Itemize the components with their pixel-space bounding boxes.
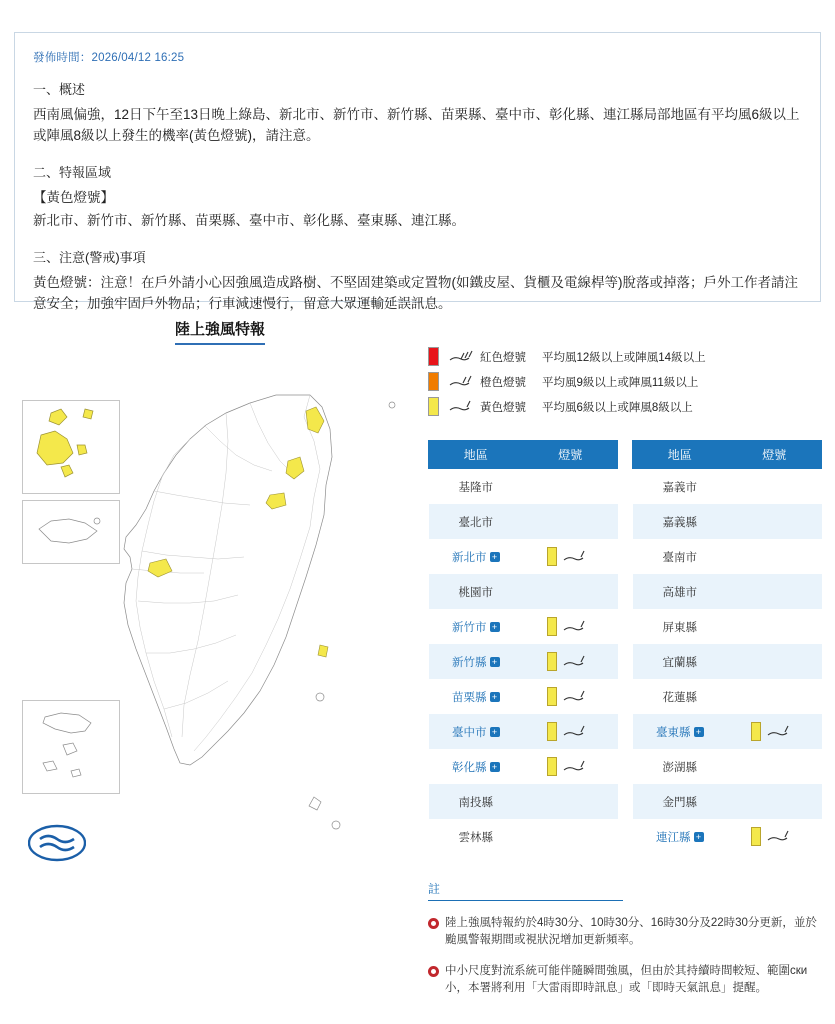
region-name-cell: [633, 609, 728, 644]
matsu-inset-map: [22, 500, 120, 564]
region-signal-tables: [428, 440, 822, 854]
table-row[interactable]: [429, 644, 618, 679]
legend: [428, 344, 828, 419]
signal-indicator: [728, 827, 820, 846]
cwa-logo-icon: [28, 823, 86, 863]
signal-color-bar: [547, 547, 557, 566]
table-row: [633, 749, 822, 784]
table-row: [633, 539, 822, 574]
table-header-row-right: [633, 441, 822, 469]
wind-barb-icon: [562, 689, 588, 705]
col-header-signal-right: 燈號: [727, 441, 821, 469]
region-name-cell: [633, 679, 728, 714]
section-2-heading: 二、特報區域: [33, 165, 112, 180]
signal-cell: [727, 819, 821, 854]
region-label: 雲林縣: [458, 831, 494, 844]
signal-cell: [727, 539, 821, 574]
signal-cell: [523, 539, 617, 574]
region-name-cell: [633, 784, 728, 819]
region-link[interactable]: 臺中市: [452, 726, 487, 739]
region-label: 嘉義市: [662, 481, 698, 494]
expand-plus-icon[interactable]: +: [490, 692, 500, 702]
wind-barb-icon-yellow: [448, 399, 474, 415]
signal-cell: [727, 644, 821, 679]
signal-cell: [727, 714, 821, 749]
region-name-cell: [429, 819, 524, 854]
signal-color-bar: [547, 722, 557, 741]
signal-color-bar: [547, 617, 557, 636]
region-name-cell[interactable]: [429, 539, 524, 574]
table-row: [633, 469, 822, 505]
wind-barb-icon-red: [448, 349, 474, 365]
table-row: [429, 784, 618, 819]
legend-name-red: 紅色燈號: [480, 351, 526, 364]
region-name-cell[interactable]: [633, 819, 728, 854]
legend-swatch-orange: [428, 372, 439, 391]
region-name-cell[interactable]: [429, 749, 524, 784]
table-row[interactable]: [633, 714, 822, 749]
section-1-heading: 一、概述: [33, 82, 86, 97]
region-name-cell: [633, 539, 728, 574]
signal-cell: [727, 749, 821, 784]
region-label: 基隆市: [458, 481, 494, 494]
region-label: 桃園市: [458, 586, 494, 599]
col-header-region-right: 地區: [633, 441, 728, 469]
wind-barb-icon: [766, 829, 792, 845]
table-row[interactable]: [633, 819, 822, 854]
region-name-cell: [429, 504, 524, 539]
region-name-cell: [429, 469, 524, 505]
expand-plus-icon[interactable]: +: [694, 832, 704, 842]
signal-color-bar: [751, 827, 761, 846]
legend-row-orange: [428, 369, 828, 394]
signal-cell: [523, 574, 617, 609]
region-name-cell[interactable]: [633, 714, 728, 749]
table-row[interactable]: [429, 679, 618, 714]
col-header-region-left: 地區: [429, 441, 524, 469]
region-table-right: [632, 440, 822, 854]
signal-color-bar: [547, 687, 557, 706]
region-name-cell: [633, 749, 728, 784]
region-label: 臺北市: [458, 516, 494, 529]
signal-cell: [523, 679, 617, 714]
signal-cell: [727, 679, 821, 714]
table-row: [633, 609, 822, 644]
region-label: 宜蘭縣: [662, 656, 698, 669]
table-row: [633, 504, 822, 539]
region-name-cell: [633, 644, 728, 679]
note-text-2: 中小尺度對流系統可能伴隨瞬間強風，但由於其持續時間較短、範圍ски小，本署將利用「大雷雨即時訊息」或「即時天氣訊息」提醒。: [445, 965, 808, 994]
signal-cell: [727, 784, 821, 819]
note-item-1: [428, 915, 828, 949]
signal-cell: [727, 574, 821, 609]
table-row[interactable]: [429, 539, 618, 574]
section-1-body: 西南風偏強，12日下午至13日晚上綠島、新北市、新竹市、新竹縣、苗栗縣、臺中市、彰化縣、連江縣局部地區有平均風6級以上或陣風8級以上發生的機率(黃色燈號)，請注意。: [33, 107, 800, 143]
kinmen-inset-map: [22, 700, 120, 794]
legend-name-yellow: 黃色燈號: [480, 401, 526, 414]
expand-plus-icon[interactable]: +: [490, 727, 500, 737]
legend-desc-orange: 平均風9級以上或陣風11級以上: [542, 376, 699, 389]
signal-color-bar: [547, 652, 557, 671]
table-row: [429, 819, 618, 854]
signal-color-bar: [547, 757, 557, 776]
table-row: [633, 574, 822, 609]
region-name-cell: [633, 504, 728, 539]
expand-plus-icon[interactable]: +: [490, 762, 500, 772]
wind-barb-icon: [562, 759, 588, 775]
table-row: [633, 784, 822, 819]
region-name-cell: [633, 469, 728, 505]
section-3-heading: 三、注意(警戒)事項: [33, 250, 146, 265]
note-item-2: [428, 963, 828, 997]
table-row[interactable]: [429, 749, 618, 784]
signal-cell: [523, 644, 617, 679]
wind-barb-icon: [562, 724, 588, 740]
region-label: 屏東縣: [662, 621, 698, 634]
region-label: 嘉義縣: [662, 516, 698, 529]
legend-row-yellow: [428, 394, 828, 419]
notes-section: [428, 880, 828, 997]
signal-indicator: [524, 547, 616, 566]
signal-cell: [727, 504, 821, 539]
legend-swatch-red: [428, 347, 439, 366]
signal-indicator: [524, 652, 616, 671]
wind-barb-icon: [562, 619, 588, 635]
signal-cell: [727, 609, 821, 644]
page-title: 陸上強風特報: [175, 318, 265, 345]
signal-cell: [523, 819, 617, 854]
region-link[interactable]: 新竹縣: [452, 656, 487, 669]
section-2-body: 新北市、新竹市、新竹縣、苗栗縣、臺中市、彰化縣、臺東縣、連江縣。: [33, 213, 465, 228]
issue-time: 發佈時間：2026/04/12 16:25: [33, 52, 185, 64]
bullet-icon: [428, 918, 439, 929]
bullet-icon: [428, 966, 439, 977]
region-link[interactable]: 連江縣: [656, 831, 691, 844]
table-row: [429, 469, 618, 505]
note-text-1: 陸上強風特報約於4時30分、10時30分、16時30分及22時30分更新，並於颱風警報期間或視狀況增加更新頻率。: [445, 917, 817, 946]
region-link[interactable]: 新竹市: [452, 621, 487, 634]
signal-cell: [523, 504, 617, 539]
region-name-cell: [633, 574, 728, 609]
signal-indicator: [524, 722, 616, 741]
region-name-cell[interactable]: [429, 644, 524, 679]
penghu-inset-map: [22, 400, 120, 494]
table-row: [429, 574, 618, 609]
expand-plus-icon[interactable]: +: [490, 657, 500, 667]
signal-cell: [523, 609, 617, 644]
signal-cell: [727, 469, 821, 505]
legend-name-orange: 橙色燈號: [480, 376, 526, 389]
section-2-subheading: 【黃色燈號】: [33, 190, 114, 205]
expand-plus-icon[interactable]: +: [694, 727, 704, 737]
region-label: 高雄市: [662, 586, 698, 599]
region-table-left: [428, 440, 618, 854]
legend-desc-yellow: 平均風6級以上或陣風8級以上: [542, 401, 693, 414]
map-title-wrap: [150, 318, 290, 345]
expand-plus-icon[interactable]: +: [490, 622, 500, 632]
signal-indicator: [524, 687, 616, 706]
region-link[interactable]: 彰化縣: [452, 761, 487, 774]
region-link[interactable]: 新北市: [452, 551, 487, 564]
table-row: [633, 644, 822, 679]
region-name-cell: [429, 784, 524, 819]
legend-desc-red: 平均風12級以上或陣風14級以上: [542, 351, 706, 364]
region-label: 金門縣: [662, 796, 698, 809]
advisory-notice-box: [14, 32, 821, 311]
signal-indicator: [524, 757, 616, 776]
signal-indicator: [524, 617, 616, 636]
section-3-body: 黃色燈號：注意！在戶外請小心因強風造成路樹、不堅固建築或定置物(如鐵皮屋、貨櫃及電線桿等)脫落或掉落；戶外工作者請注意安全；加強牢固戶外物品；行車減速慢行，留意大眾運輸延誤訊息。: [33, 275, 798, 311]
table-row[interactable]: [429, 609, 618, 644]
wind-barb-icon: [562, 654, 588, 670]
taiwan-map-area: [14, 345, 414, 865]
region-label: 南投縣: [458, 796, 494, 809]
legend-swatch-yellow: [428, 397, 439, 416]
legend-row-red: [428, 344, 828, 369]
table-row: [429, 504, 618, 539]
region-label: 花蓮縣: [662, 691, 698, 704]
col-header-signal-left: 燈號: [523, 441, 617, 469]
signal-color-bar: [751, 722, 761, 741]
signal-cell: [523, 469, 617, 505]
region-label: 臺南市: [662, 551, 698, 564]
signal-cell: [523, 749, 617, 784]
notes-title: 註: [428, 880, 623, 901]
signal-cell: [523, 714, 617, 749]
table-header-row-left: [429, 441, 618, 469]
wind-barb-icon-orange: [448, 374, 474, 390]
region-name-cell[interactable]: [429, 609, 524, 644]
table-row: [633, 679, 822, 714]
region-name-cell[interactable]: [429, 714, 524, 749]
region-name-cell[interactable]: [429, 679, 524, 714]
wind-barb-icon: [766, 724, 792, 740]
signal-cell: [523, 784, 617, 819]
wind-barb-icon: [562, 549, 588, 565]
expand-plus-icon[interactable]: +: [490, 552, 500, 562]
region-name-cell: [429, 574, 524, 609]
region-link[interactable]: 臺東縣: [656, 726, 691, 739]
signal-indicator: [728, 722, 820, 741]
table-row[interactable]: [429, 714, 618, 749]
region-label: 澎湖縣: [662, 761, 698, 774]
region-link[interactable]: 苗栗縣: [452, 691, 487, 704]
